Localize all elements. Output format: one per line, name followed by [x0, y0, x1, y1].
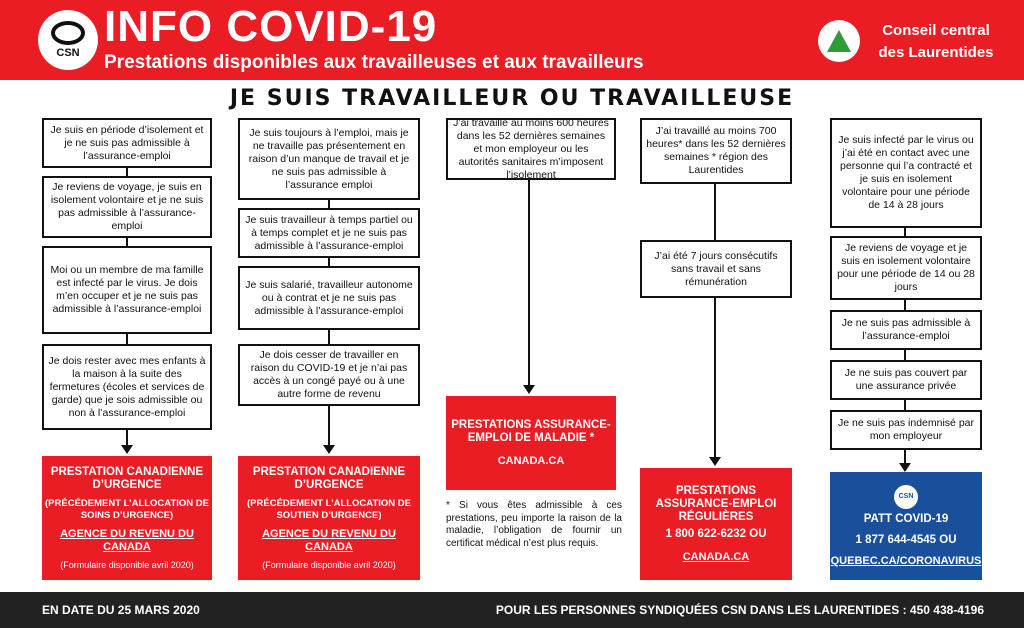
col2-connector — [328, 330, 330, 344]
col3-footnote: * Si vous êtes admissible à ces prestations, peu importe la raison de la maladie, l’obligation de fournir un certificat médical n’est plus requis. — [446, 500, 622, 549]
col1-box-2: Je reviens de voyage, je suis en isolement volontaire et je ne suis pas admissible à l’assurance-emploi — [42, 176, 212, 238]
col4-box-2: J’ai été 7 jours consécutifs sans travail et sans rémunération — [640, 240, 792, 298]
section-heading: JE SUIS TRAVAILLEUR OU TRAVAILLEUSE — [229, 86, 795, 111]
col3-result-ae-maladie — [446, 396, 616, 490]
col1-result-link[interactable]: AGENCE DU REVENU DU CANADA — [60, 528, 194, 553]
header-banner — [0, 0, 1024, 80]
col1-result-subtitle: (PRÉCÉDEMENT L’ALLOCATION DE SOINS D’URGENCE) — [45, 498, 209, 521]
csn-logo-ring-icon — [51, 21, 85, 45]
col4-result-title: PRESTATIONS ASSURANCE-EMPLOI RÉGULIÈRES — [655, 484, 777, 523]
col2-box-4: Je dois cesser de travailler en raison du COVID-19 et je n’ai pas accès à un congé payé ou à une autre forme de revenu — [238, 344, 420, 406]
col4-connector — [714, 184, 716, 240]
col3-arrow-icon — [528, 180, 530, 386]
col5-connector — [904, 228, 906, 236]
col5-box-2: Je reviens de voyage et je suis en isolement volontaire pour une période de 14 ou 28 jours — [830, 236, 982, 300]
col3-result-title: PRESTATIONS ASSURANCE-EMPLOI DE MALADIE * — [451, 418, 611, 444]
csn-logo-text: CSN — [56, 47, 80, 59]
csn-small-logo: CSN — [894, 485, 918, 509]
col5-connector — [904, 350, 906, 360]
col2-result-link[interactable]: AGENCE DU REVENU DU CANADA — [262, 528, 396, 553]
col5-result-link[interactable]: QUEBEC.CA/CORONAVIRUS — [830, 554, 982, 567]
col1-result-title: PRESTATION CANADIENNE D’URGENCE — [50, 466, 204, 491]
col1-arrow-icon — [126, 430, 128, 446]
col2-box-2: Je suis travailleur à temps partiel ou à temps complet et je ne suis pas admissible à l’assurance-emploi — [238, 208, 420, 258]
col2-box-3: Je suis salarié, travailleur autonome ou à contrat et je ne suis pas admissible à l’assurance-emploi — [238, 266, 420, 330]
page-title: INFO COVID-19 — [104, 2, 438, 51]
col5-connector — [904, 300, 906, 310]
footer-bar — [0, 592, 1024, 628]
laurentides-logo-icon — [827, 30, 851, 52]
page-subtitle: Prestations disponibles aux travailleuses et aux travailleurs — [104, 52, 644, 73]
col2-result-note: (Formulaire disponible avril 2020) — [262, 560, 396, 570]
col3-box-1: J’ai travaillé au moins 600 heures dans les 52 dernières semaines et mon employeur ou les autorités sanitaires m’imposent l’isolement — [446, 118, 616, 180]
conseil-central-logo — [818, 20, 860, 62]
col4-arrow-icon — [714, 298, 716, 458]
col3-result-link[interactable]: CANADA.CA — [497, 454, 565, 467]
col5-result-patt — [830, 472, 982, 580]
csn-logo — [38, 10, 98, 70]
col1-connector — [126, 238, 128, 246]
organization-name — [866, 20, 1006, 64]
col4-box-1: J’ai travaillé au moins 700 heures* dans les 52 dernières semaines * région des Laurentides — [640, 118, 792, 184]
col1-result-note: (Formulaire disponible avril 2020) — [60, 560, 194, 570]
col5-connector — [904, 400, 906, 410]
col2-result-subtitle: (PRÉCÉDEMENT L’ALLOCATION DE SOUTIEN D’URGENCE) — [247, 498, 411, 521]
col1-connector — [126, 168, 128, 176]
col5-box-1: Je suis infecté par le virus ou j’ai été en contact avec une personne qui l’a contracté et je suis en isolement volontaire pour une période de 14 à 28 jours — [830, 118, 982, 228]
col1-box-1: Je suis en période d’isolement et je ne suis pas admissible à l’assurance-emploi — [42, 118, 212, 168]
col5-arrow-icon — [904, 450, 906, 464]
col2-arrow-icon — [328, 406, 330, 446]
col2-box-1: Je suis toujours à l’emploi, mais je ne travaille pas présentement en raison d’un manque de travail et je ne suis pas admissible à l’assurance emploi — [238, 118, 420, 200]
col2-connector — [328, 200, 330, 208]
col4-result-link[interactable]: CANADA.CA — [682, 550, 750, 563]
col4-result-ae-regulieres — [640, 468, 792, 580]
col2-result-title: PRESTATION CANADIENNE D’URGENCE — [252, 466, 406, 491]
col5-result-title: PATT COVID-19 — [863, 512, 949, 525]
footer-contact: POUR LES PERSONNES SYNDIQUÉES CSN DANS LES LAURENTIDES : 450 438-4196 — [495, 603, 984, 617]
organization-name-line2: des Laurentides — [878, 44, 994, 61]
col1-box-3: Moi ou un membre de ma famille est infecté par le virus. Je dois m’en occuper et je ne suis pas admissible à l’assurance-emploi — [42, 246, 212, 334]
col2-result-pcu — [238, 456, 420, 580]
col5-box-5: Je ne suis pas indemnisé par mon employeur — [830, 410, 982, 450]
organization-name-line1: Conseil central — [882, 22, 990, 39]
col5-box-4: Je ne suis pas couvert par une assurance privée — [830, 360, 982, 400]
col1-connector — [126, 334, 128, 344]
col1-box-4: Je dois rester avec mes enfants à la maison à la suite des fermetures (écoles et services de garde) que je sois admissible ou non à l’assurance-emploi — [42, 344, 212, 430]
col1-result-pcu — [42, 456, 212, 580]
col2-connector — [328, 258, 330, 266]
col5-box-3: Je ne suis pas admissible à l’assurance-emploi — [830, 310, 982, 350]
col4-result-phone[interactable]: 1 800 622-6232 OU — [665, 527, 767, 540]
footer-date: EN DATE DU 25 MARS 2020 — [42, 603, 200, 617]
col5-result-phone[interactable]: 1 877 644-4545 OU — [855, 533, 957, 546]
